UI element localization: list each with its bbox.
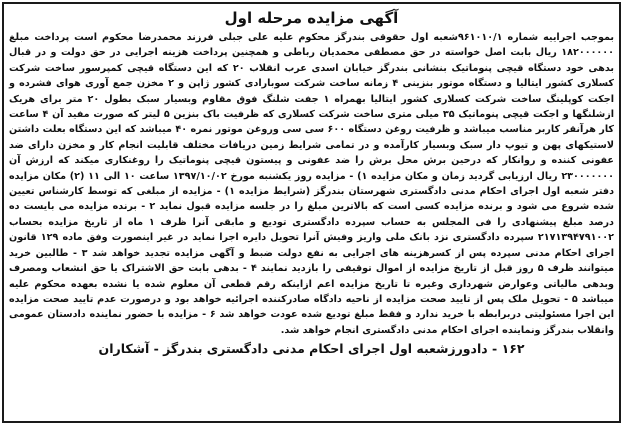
newspaper-notice-box: [2, 2, 621, 423]
notice-title: آگهی مزایده مرحله اول: [224, 9, 399, 27]
notice-signature: ۱۶۲ - دادورزشعبه اول اجرای احکام مدنی دادگستری بندرگز - آشکاران: [98, 341, 525, 357]
notice-body: بموجب اجراییه شماره ۹۶۱۰۱۰/۱شعبه اول حقوقی بندرگز محکوم علیه علی جبلی فرزند محمدرضا محکوم است پرداخت مبلغ ۱۸۲۰۰۰۰۰۰ ریال بابت اصل خواسته در حق مصطفی محمدیان رباطی و همچنین پرداخت هزینه اجرایی در حق دولت و در قبال بدهی خود دستگاه قیچی پنوماتیک بنشانی بندرگز خیابان اسدی عرب انقلاب ۲۰ که این دستگاه قیچی کمپرسور ساخت شرکت کسلاری کشور ایتالیا و دستگاه موتور بنزینی ۴ زمانه ساخت شرکت سوبارادی کشور ژاپن و ۲ مخزن جمع آوری هوای فشرده و اجکت کوپلینگ ساخت شرکت کسلاری کشور ایتالیا بهمراه ۱ جفت شلنگ فوق مقاوم وبسیار سبک بطول ۲۰ متر برای هریک ازشلنگها و اجکت قیچی پنوماتیک ۳۵ میلی متری ساخت شرکت کسلاری که ظرفیت باک بنزین ۵ لیتر که صورت مفید آن ۴ ساعت کار هرآنقر کاربر مناسب میباشد و ظرفیت روغن دستگاه ۶۰۰ سی سی وروغن موتور نمره ۴۰ میباشد که این دستگاه بعلت داشتن لاستیکهای پهن و تیوپ دار سبک وبسیار کارآمده و در تمامی شرایط زمین دریافات مختلف قابلیت انجام کار و مخزن دارای ضد عفونی کننده و روانکار که درحین برش محل برش را ضد عفونی و پیستون قیچی پنوماتیک را روغنکاری میکند که ارزش آن ۲۳۰۰۰۰۰۰۰ ریال ارزیابی گردید زمان و مکان مزایده ۱) - مزایده روز یکشنبه مورخ ۱۳۹۷/۱۰/۰۲ ساعت ۱۰ الی ۱۱ (۲) مکان مزایده دفتر شعبه اول اجرای احکام مدنی دادگستری شهرستان بندرگز (شرایط مزایده ۱) - مزایده از مبلغی که توسط کارشناس تعیین شده شروع می شود و برنده مزایده کسی است که بالاترین مبلغ را در جلسه مزایده قبول نماید ۲ - برنده مزایده می بایست ده درصد مبلغ پیشنهادی را فی المجلس به حساب سپرده دادگستری تودیع و مابقی آنرا ظرف ۱ ماه از تاریخ مزایده بحساب ۲۱۷۱۳۹۴۷۹۱۰۰۲ سپرده دادگستری نزد بانک ملی واریز وفیش آنرا تحویل دایره اجرا نماید در غیر اینصورت وفق ماده ۱۲۹ قانون اجرای احکام مدنی سپرده پس از کسرهزینه های اجرایی به نفع دولت ضبط و آگهی مزایده تجدید خواهد شد ۳ - طالبین خرید میتوانند ظرف ۵ روز قبل از تاریخ مزایده از اموال توقیفی را بازدید نمایند ۴ - بدهی بابت حق الاشتراک یا حق انشعاب ومصرف وبدهی مالیاتی وعوارض شهرداری وغیره تا تاریخ مزایده اعم ازاینکه رقم قطعی آن معلوم شده یا نشده بعهده محکوم علیه میباشد ۵ - تحویل ملک پس از تایید صحت مزایده از ناحیه دادگاه صادرکننده اجرائیه خواهد بود و درصورت عدم تایید صحت مزایده این اجرا مسئولیتی دربرابطه با خرید ندارد و فقط مبلغ تودیع شده عودت خواهد شد ۶ - مزایده با حضور نماینده دادستان عمومی وانقلاب بندرگز ونماینده اجرای احکام مدنی دادگستری انجام خواهد شد.: [9, 32, 615, 336]
